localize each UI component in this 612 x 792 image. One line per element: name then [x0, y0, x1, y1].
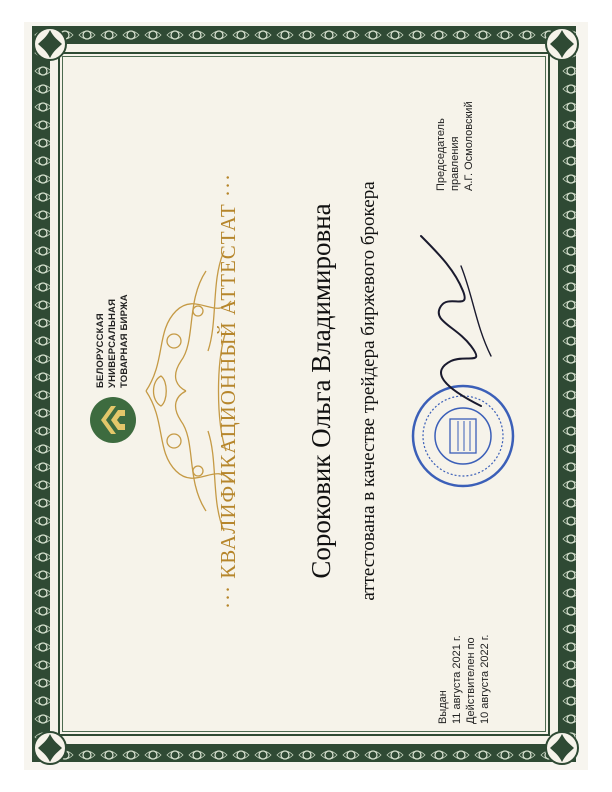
gold-filigree-ornament-icon — [136, 211, 286, 571]
issued-label: Выдан — [437, 690, 449, 724]
organization-name-line2: УНИВЕРСАЛЬНАЯ — [107, 298, 118, 388]
valid-date: 10 августа 2022 г. — [479, 634, 491, 724]
valid-label: Действителен по — [465, 637, 477, 724]
qualification-text: аттестована в качестве трейдера биржевого брокера — [358, 181, 379, 601]
signatory-position-line1: Председатель — [435, 118, 447, 191]
signatory-details — [434, 51, 476, 191]
issued-date: 11 августа 2021 г. — [451, 635, 463, 724]
exchange-logo-icon — [89, 396, 137, 444]
certificate-title: ··· КВАЛИФИКАЦИОННЫЙ АТТЕСТАТ ··· — [216, 173, 240, 609]
signatory-name: А.Г. Осмоловский — [463, 101, 475, 191]
certificate-content — [56, 46, 556, 736]
issue-details — [436, 554, 492, 724]
signatory-position-line2: правления — [449, 136, 461, 191]
holder-name: Сороковик Ольга Владимировна — [306, 203, 336, 579]
organization-name — [95, 294, 131, 388]
organization-name-line1: БЕЛОРУССКАЯ — [95, 313, 106, 388]
organization-name-line3: ТОВАРНАЯ БИРЖА — [119, 294, 130, 388]
handwritten-signature-icon — [401, 226, 511, 416]
